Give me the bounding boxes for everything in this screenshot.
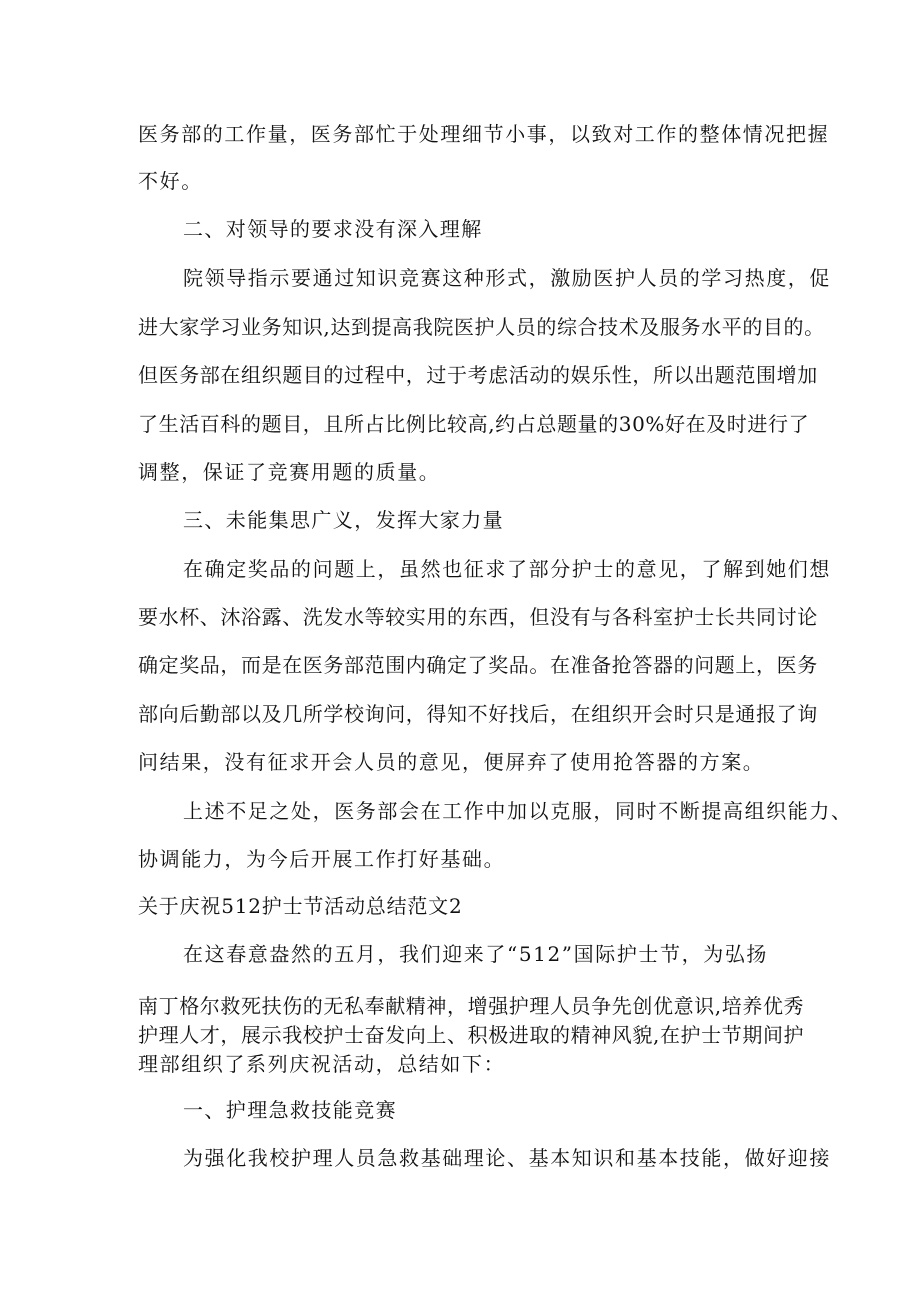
body-line: 进大家学习业务知识,达到提高我院医护人员的综合技术及服务水平的目的。 bbox=[138, 315, 825, 339]
body-line: 为强化我校护理人员急救基础理论、基本知识和基本技能，做好迎接 bbox=[183, 1146, 831, 1170]
body-line: 理部组织了系列庆祝活动，总结如下： bbox=[138, 1052, 506, 1076]
body-line: 南丁格尔救死扶伤的无私奉献精神，增强护理人员争先创优意识,培养优秀 bbox=[138, 994, 805, 1018]
body-line: 了生活百科的题目，且所占比例比较高,约占总题量的30%好在及时进行了 bbox=[138, 412, 810, 436]
body-line: 在这春意盎然的五月，我们迎来了“512”国际护士节，为弘扬 bbox=[183, 942, 769, 966]
body-line: 要水杯、沐浴露、洗发水等较实用的东西，但没有与各科室护士长共同讨论 bbox=[138, 605, 818, 629]
section-heading: 三、未能集思广义，发挥大家力量 bbox=[183, 508, 504, 532]
body-line: 护理人才，展示我校护士奋发向上、积极进取的精神风貌,在护士节期间护 bbox=[138, 1023, 805, 1047]
body-line: 上述不足之处，医务部会在工作中加以克服，同时不断提高组织能力、 bbox=[183, 799, 853, 823]
body-line: 协调能力，为今后开展工作打好基础。 bbox=[138, 847, 506, 871]
body-line: 调整，保证了竞赛用题的质量。 bbox=[138, 460, 441, 484]
body-line: 确定奖品，而是在医务部范围内确定了奖品。在准备抢答器的问题上，医务 bbox=[138, 653, 818, 677]
body-line: 不好。 bbox=[138, 169, 203, 193]
body-line: 但医务部在组织题目的过程中，过于考虑活动的娱乐性，所以出题范围增加 bbox=[138, 363, 818, 387]
body-line: 问结果，没有征求开会人员的意见，便屏弃了使用抢答器的方案。 bbox=[138, 750, 765, 774]
section-heading: 一、护理急救技能竞赛 bbox=[183, 1098, 397, 1122]
body-line: 医务部的工作量，医务部忙于处理细节小事，以致对工作的整体情况把握 bbox=[138, 122, 830, 146]
body-line: 院领导指示要通过知识竞赛这种形式，激励医护人员的学习热度，促 bbox=[183, 266, 831, 290]
body-line: 在确定奖品的问题上，虽然也征求了部分护士的意见，了解到她们想 bbox=[183, 557, 831, 581]
section-heading: 二、对领导的要求没有深入理解 bbox=[183, 217, 483, 241]
article-title: 关于庆祝512护士节活动总结范文2 bbox=[138, 894, 463, 918]
body-line: 部向后勤部以及几所学校询问，得知不好找后，在组织开会时只是通报了询 bbox=[138, 702, 818, 726]
